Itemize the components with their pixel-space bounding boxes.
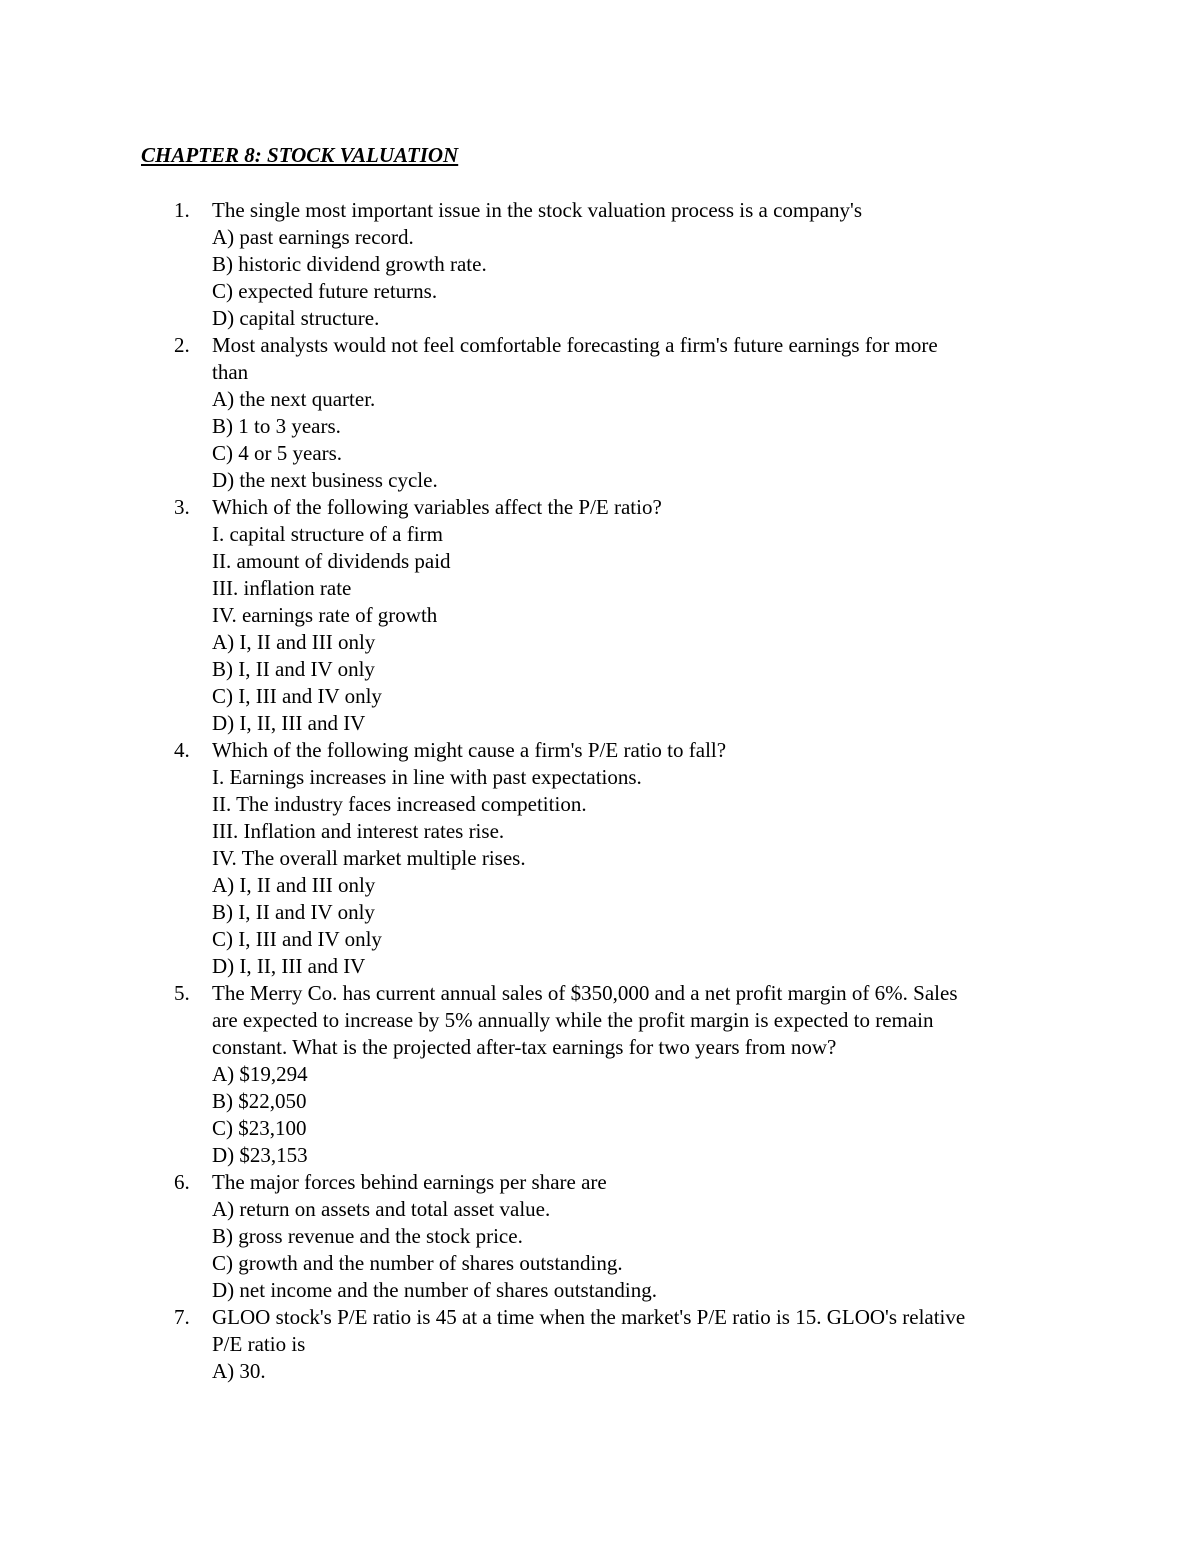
question-item <box>174 1304 1074 1385</box>
question-text: constant. What is the projected after-tax earnings for two years from now? <box>212 1035 837 1059</box>
question-statement: II. The industry faces increased competition. <box>212 792 587 816</box>
answer-option: B) I, II and IV only <box>212 657 375 681</box>
question-text: Which of the following variables affect the P/E ratio? <box>212 495 662 519</box>
question-statement: I. Earnings increases in line with past expectations. <box>212 765 642 789</box>
answer-option: A) $19,294 <box>212 1062 308 1086</box>
answer-option: D) the next business cycle. <box>212 468 438 492</box>
question-statement: II. amount of dividends paid <box>212 549 451 573</box>
question-text: are expected to increase by 5% annually while the profit margin is expected to remain <box>212 1008 934 1032</box>
question-item <box>174 737 1074 980</box>
answer-option: C) 4 or 5 years. <box>212 441 343 465</box>
answer-option: C) expected future returns. <box>212 279 438 303</box>
answer-option: A) I, II and III only <box>212 873 376 897</box>
question-item <box>174 494 1074 737</box>
answer-option: B) 1 to 3 years. <box>212 414 341 438</box>
answer-option: C) I, III and IV only <box>212 927 382 951</box>
answer-option: D) $23,153 <box>212 1143 308 1167</box>
answer-option: D) I, II, III and IV <box>212 711 366 735</box>
question-statement: IV. The overall market multiple rises. <box>212 846 526 870</box>
answer-option: B) gross revenue and the stock price. <box>212 1224 523 1248</box>
question-text: than <box>212 360 249 384</box>
question-statement: III. Inflation and interest rates rise. <box>212 819 505 843</box>
answer-option: C) I, III and IV only <box>212 684 382 708</box>
question-number: 3. <box>174 495 190 519</box>
answer-option: D) capital structure. <box>212 306 380 330</box>
question-number: 2. <box>174 333 190 357</box>
answer-option: D) net income and the number of shares outstanding. <box>212 1278 657 1302</box>
question-statement: IV. earnings rate of growth <box>212 603 438 627</box>
question-text: Which of the following might cause a firm's P/E ratio to fall? <box>212 738 727 762</box>
answer-option: B) I, II and IV only <box>212 900 375 924</box>
chapter-title: CHAPTER 8: STOCK VALUATION <box>141 143 459 167</box>
answer-option: C) $23,100 <box>212 1116 307 1140</box>
question-statement: III. inflation rate <box>212 576 352 600</box>
question-number: 7. <box>174 1305 190 1329</box>
answer-option: A) past earnings record. <box>212 225 414 249</box>
answer-option: C) growth and the number of shares outstanding. <box>212 1251 623 1275</box>
question-item <box>174 332 1074 494</box>
question-text: The Merry Co. has current annual sales of $350,000 and a net profit margin of 6%. Sales <box>212 981 958 1005</box>
question-list <box>174 197 1074 1385</box>
answer-option: A) the next quarter. <box>212 387 376 411</box>
answer-option: B) $22,050 <box>212 1089 307 1113</box>
question-text: GLOO stock's P/E ratio is 45 at a time when the market's P/E ratio is 15. GLOO's relative <box>212 1305 966 1329</box>
question-item <box>174 197 1074 332</box>
answer-option: A) return on assets and total asset value. <box>212 1197 551 1221</box>
question-text: P/E ratio is <box>212 1332 306 1356</box>
answer-option: D) I, II, III and IV <box>212 954 366 978</box>
question-item <box>174 980 1074 1169</box>
question-number: 5. <box>174 981 190 1005</box>
question-text: The single most important issue in the stock valuation process is a company's <box>212 198 863 222</box>
question-number: 1. <box>174 198 190 222</box>
question-statement: I. capital structure of a firm <box>212 522 443 546</box>
answer-option: A) I, II and III only <box>212 630 376 654</box>
question-number: 6. <box>174 1170 190 1194</box>
question-text: The major forces behind earnings per share are <box>212 1170 607 1194</box>
question-number: 4. <box>174 738 190 762</box>
question-item <box>174 1169 1074 1304</box>
answer-option: A) 30. <box>212 1359 266 1383</box>
answer-option: B) historic dividend growth rate. <box>212 252 487 276</box>
question-text: Most analysts would not feel comfortable forecasting a firm's future earnings for more <box>212 333 938 357</box>
